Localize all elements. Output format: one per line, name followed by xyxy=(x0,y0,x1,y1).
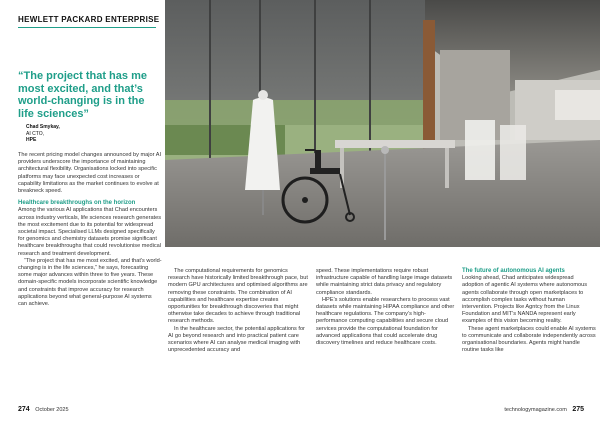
column-2 xyxy=(168,268,308,354)
body-paragraph: speed. These implementations require robust infrastructure capable of handling large image datasets while maintaining strict data privacy and regulatory compliance standards. xyxy=(316,268,453,296)
attribution-company: HPE xyxy=(26,137,37,143)
attribution-title: AI CTO, xyxy=(26,130,44,137)
pull-quote: “The project that has me most excited, and that’s world-changing is in the life sciences” xyxy=(18,70,147,120)
intro-paragraph: The recent pricing model changes announced by major AI providers underscore the importance of maintaining architectural flexibility. Organisations locked into specific platforms may face unexpected cost increases or capability limitations as the market continues to evolve at breakneck speed. xyxy=(18,152,162,195)
body-paragraph: “The project that has me most excited, and that’s world-changing is in the life sciences,” he says, forecasting some major advances within three to five years. These domain-specific models incorporate scientific knowledge and constraints that improve accuracy for research applications beyond what general-purpose AI systems can achieve. xyxy=(18,257,162,308)
section-heading: The future of autonomous AI agents xyxy=(462,268,565,274)
column-1 xyxy=(18,152,162,308)
quote-attribution xyxy=(26,124,60,144)
footer-left xyxy=(18,406,69,413)
page-number-left: 274 xyxy=(18,406,30,413)
body-paragraph: The computational requirements for genomics research have historically limited breakthrough pace, but modern GPU architectures and optimised algorithms are removing these constraints. The combination of AI capabilities and healthcare expertise creates opportunities for breakthrough discoveries that might otherwise take decades to achieve through traditional research methods. xyxy=(168,268,308,325)
brand-name: HEWLETT PACKARD ENTERPRISE xyxy=(18,15,160,24)
body-paragraph: Among the various AI applications that Chad encounters across industry verticals, life sciences research generates the most excitement due to its potential for widespread societal impact. Specialised LLMs designed specifically for genomics and chemistry datasets promise significant healthcare breakthroughs that could revolutionise medical research and treatment development. xyxy=(18,207,162,257)
body-paragraph: HPE’s solutions enable researchers to process vast datasets while maintaining HIPAA compliance and other healthcare regulations. The company’s high-performance computing capabilities and secure cloud services provide the computational foundation for advanced applications that could accelerate drug discovery timelines and reduce healthcare costs. xyxy=(316,296,455,347)
body-paragraph: Looking ahead, Chad anticipates widespread adoption of agentic AI systems where autonomous agents collaborate through open marketplaces to accomplish complex tasks without human intervention. Projects like Agntcy from the Linux Foundation and MIT’s NANDA represent early examples of this vision becoming reality. xyxy=(462,275,588,325)
body-paragraph: In the healthcare sector, the potential applications for AI go beyond research and into practical patient care scenarios where AI can analyse medical imaging with unprecedented accuracy and xyxy=(168,325,305,354)
footer-right xyxy=(504,406,584,413)
section-heading: Healthcare breakthroughs on the horizon xyxy=(18,200,136,207)
issue-date: October 2025 xyxy=(35,407,69,413)
brand-rule xyxy=(18,27,156,28)
hero-photo xyxy=(165,0,600,247)
body-paragraph: These agent marketplaces could enable AI systems to communicate and collaborate independently across organisational boundaries. Agents might handle routine tasks like xyxy=(462,325,596,354)
page-number-right: 275 xyxy=(572,406,584,413)
attribution-name: Chad Smykay, xyxy=(26,124,60,130)
website: technologymagazine.com xyxy=(504,407,567,413)
column-3 xyxy=(316,268,456,347)
column-4 xyxy=(462,268,596,354)
